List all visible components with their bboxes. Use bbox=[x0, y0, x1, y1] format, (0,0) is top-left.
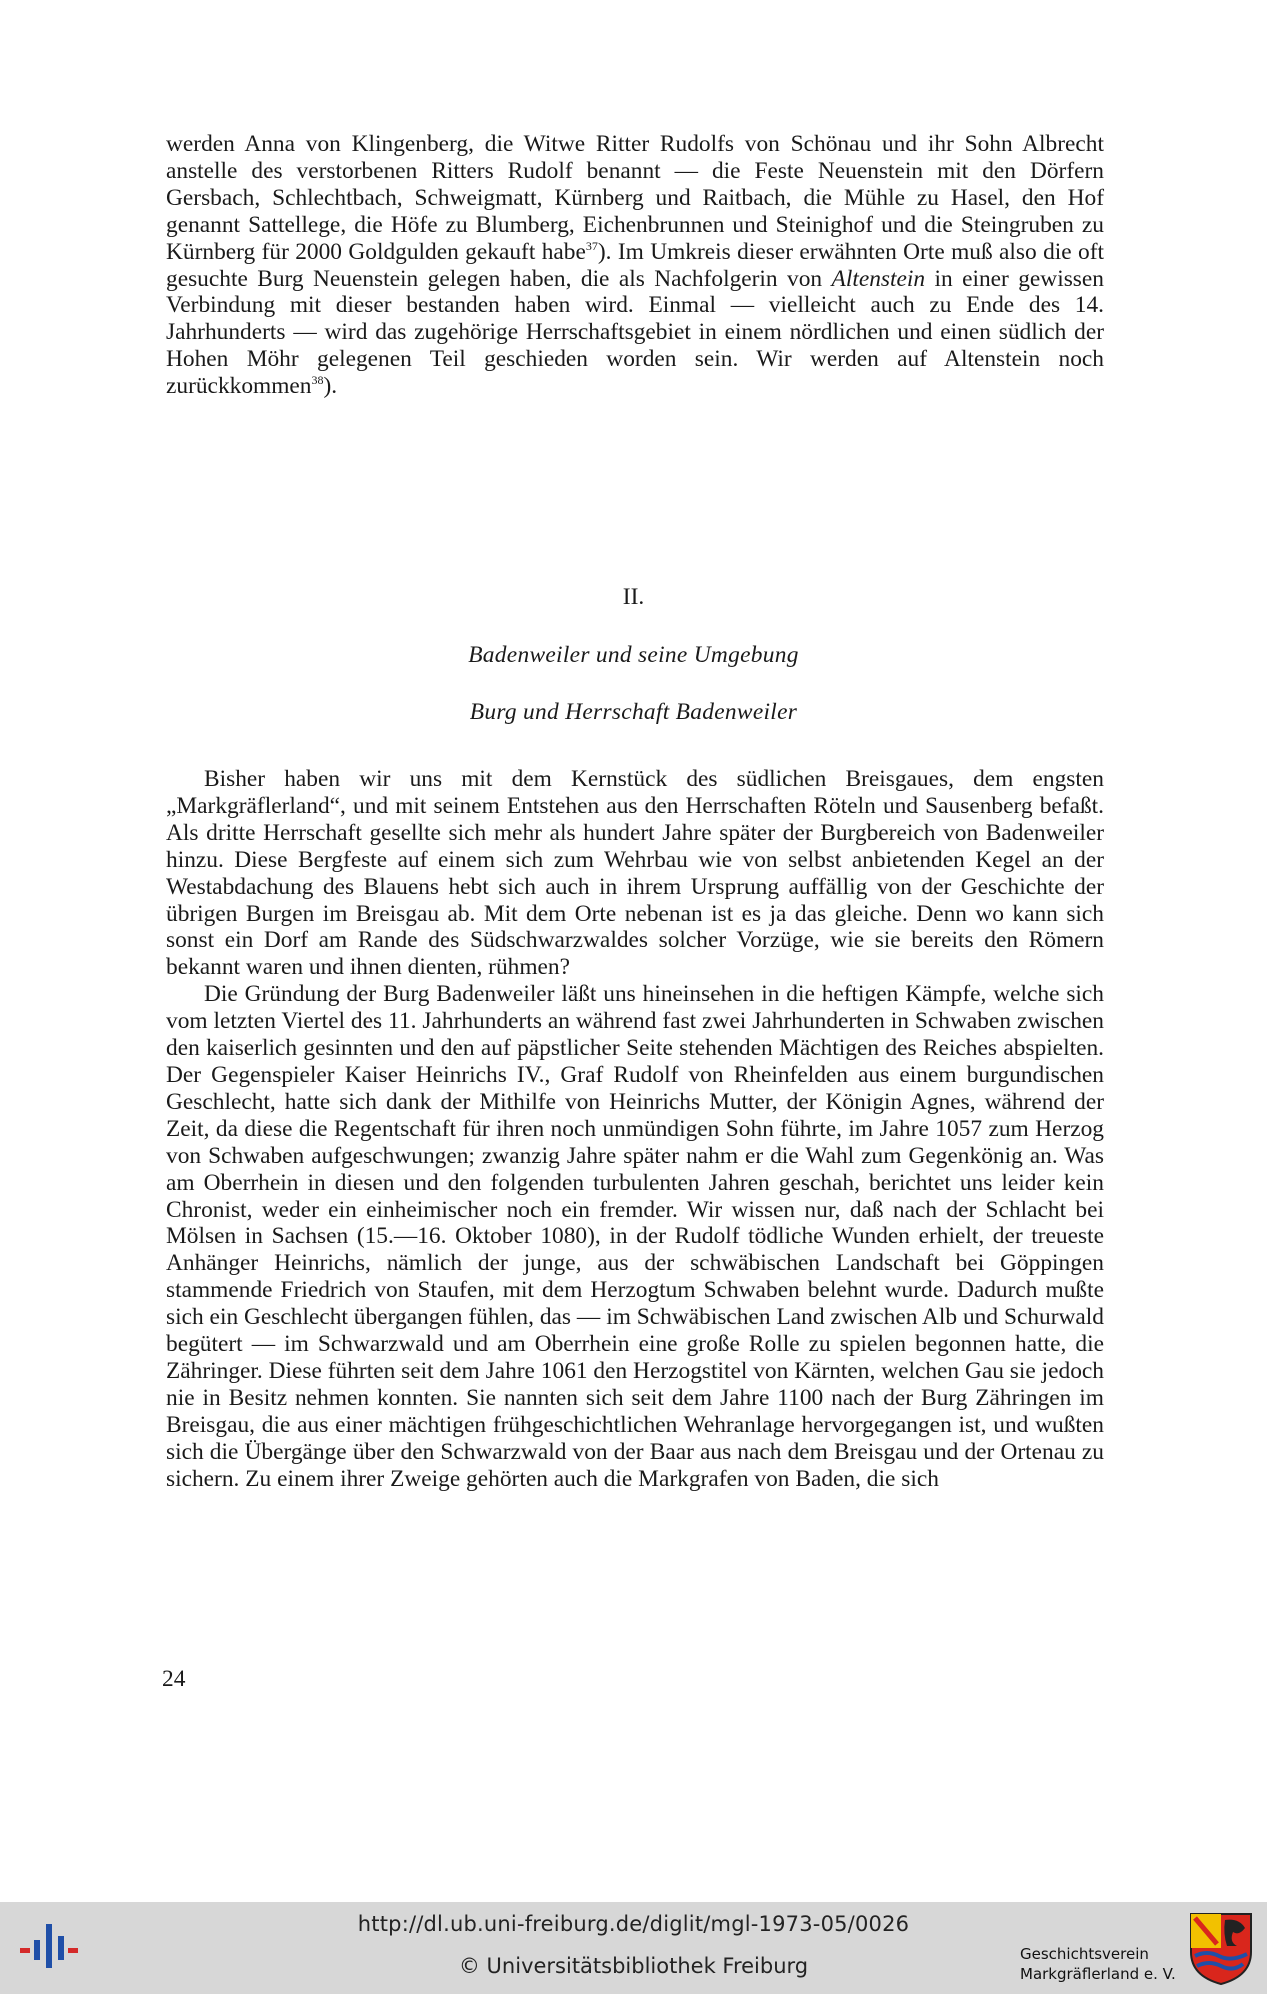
body-text bbox=[166, 766, 1104, 1492]
society-name[interactable] bbox=[1020, 1944, 1176, 1984]
body-paragraph-2: Die Gründung der Burg Badenweiler läßt uns hineinsehen in die heftigen Kämpfe, welche sich vom letzten Viertel des 11. Jahrhunderts an während fast zwei Jahrhunderten in Schwaben zwischen den kaiserlich gesinnten und den auf päpstlicher Seite stehenden Mächtigen des Reiches abspielten. Der Gegenspieler Kaiser Heinrichs IV., Graf Rudolf von Rheinfelden aus einem burgundischen Geschlecht, hatte sich dank der Mithilfe von Heinrichs Mutter, der Königin Agnes, während der Zeit, da diese die Regentschaft für ihren noch unmündigen Sohn führte, im Jahre 1057 zum Herzog von Schwaben aufgeschwungen; zwanzig Jahre später nahm er die Wahl zum Gegenkönig an. Was am Oberrhein in diesen und den folgenden turbulenten Jahren geschah, berichtet uns leider kein Chronist, weder ein einheimischer noch ein fremder. Wir wissen nur, daß nach der Schlacht bei Mölsen in Sachsen (15.—16. Oktober 1080), in der Rudolf tödliche Wunden erhielt, der treueste Anhänger Heinrichs, nämlich der junge, aus der schwäbischen Landschaft bei Göppingen stammende Friedrich von Staufen, mit dem Herzogtum Schwaben belehnt wurde. Dadurch mußte sich ein Geschlecht übergangen fühlen, das — im Schwäbischen Land zwischen Alb und Schurwald begütert — im Schwarzwald und am Oberrhein eine große Rolle zu spielen begonnen hatte, die Zähringer. Diese führten seit dem Jahre 1061 den Herzogstitel von Kärnten, welchen Gau sie jedoch nie in Besitz nehmen konnten. Sie nannten sich seit dem Jahre 1100 nach der Burg Zähringen im Breisgau, die aus einer mächtigen frühgeschichtlichen Wehranlage hervorgegangen ist, und wußten sich die Übergänge über den Schwarzwald von der Baar aus nach dem Breisgau und der Ortenau zu sichern. Zu einem ihrer Zweige gehörten auch die Markgrafen von Baden, die sich bbox=[166, 981, 1104, 1492]
intro-text-part3: in einer gewissen Verbindung mit dieser bestanden haben wird. Einmal — vielleicht auch zu Ende des 14. Jahrhunderts — wird das zugehörige Herrschaftsgebiet in einem nördlichen und einen südlich der Hohen Möhr gelegenen Teil geschieden worden sein. Wir werden auf Altenstein noch zurückkommen bbox=[166, 265, 1104, 400]
society-name-line1: Geschichtsverein bbox=[1020, 1945, 1149, 1963]
intro-text-closing: ). bbox=[323, 373, 338, 400]
footer-bar bbox=[0, 1902, 1267, 1994]
section-subtitle: Burg und Herrschaft Badenweiler bbox=[469, 699, 798, 725]
intro-text-part2: ). Im Umkreis dieser erwähnten Orte muß also die oft gesuchte Burg Neuenstein gelegen haben, die als Nachfolgerin von bbox=[166, 238, 1104, 292]
document-url-link[interactable]: http://dl.ub.uni-freiburg.de/diglit/mgl-1973-05/0026 bbox=[357, 1912, 910, 1936]
italic-place-name: Altenstein bbox=[831, 265, 926, 292]
body-paragraph-1: Bisher haben wir uns mit dem Kernstück des südlichen Breisgaues, dem engsten „Markgräflerland“, und mit seinem Entstehen aus den Herrschaften Röteln und Sausenberg befaßt. Als dritte Herrschaft gesellte sich mehr als hundert Jahre später der Burgbereich von Badenweiler hinzu. Diese Bergfeste auf einem sich zum Wehrbau wie von selbst anbietenden Kegel an der Westabdachung des Blauens hebt sich auch in ihrem Ursprung auffällig von der Geschichte der übrigen Burgen im Breisgau ab. Mit dem Orte nebenan ist es ja das gleiche. Denn wo kann sich sonst ein Dorf am Rande des Südschwarzwaldes solcher Vorzüge, wie sie bereits den Römern bekannt waren und ihnen dienten, rühmen? bbox=[166, 766, 1104, 981]
coat-of-arms-icon[interactable] bbox=[1189, 1912, 1253, 1986]
society-name-line2: Markgräflerland e. V. bbox=[1020, 1965, 1176, 1983]
footnote-ref-37: 37 bbox=[585, 238, 598, 253]
intro-text-part1: werden Anna von Klingenberg, die Witwe Ritter Rudolfs von Schönau und ihr Sohn Albrecht anstelle des verstorbenen Ritters Rudolf benannt — die Feste Neuenstein mit den Dörfern Gersbach, Schlechtbach, Schweigmatt, Kürnberg und Raitbach, die Mühle zu Hasel, den Hof genannt Sattellege, die Höfe zu Blumberg, Eichenbrunnen und Steinighof und die Steingruben zu Kürnberg für 2000 Goldgulden gekauft habe bbox=[166, 131, 1104, 265]
copyright-notice: © Universitätsbibliothek Freiburg bbox=[458, 1954, 809, 1978]
intro-paragraph bbox=[166, 131, 1104, 400]
page-number: 24 bbox=[162, 1666, 186, 1692]
section-title: Badenweiler und seine Umgebung bbox=[468, 642, 799, 668]
footnote-ref-38: 38 bbox=[311, 373, 324, 388]
section-number: II. bbox=[622, 584, 645, 610]
intro-text bbox=[166, 131, 1104, 400]
